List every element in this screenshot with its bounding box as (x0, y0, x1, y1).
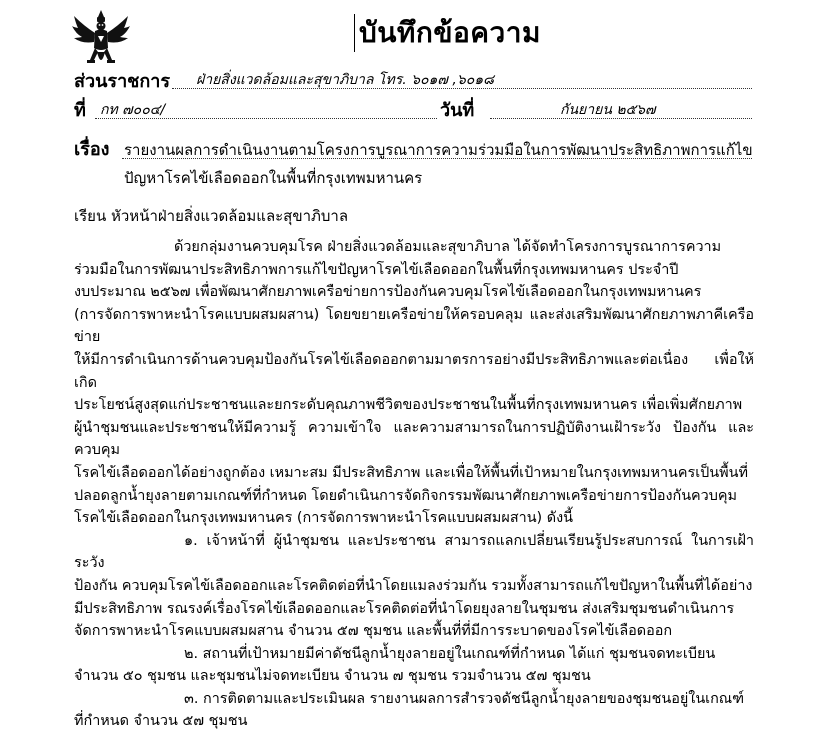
body-line: มีประสิทธิภาพ รณรงค์เรื่องโรคไข้เลือดออกและโรคติดต่อที่นำโดยยุงลายในชุมชน ส่งเสริมชุมชนดำเนินการ (74, 600, 735, 617)
date-label: วันที่ (440, 100, 475, 121)
memo-title: บันทึกข้อความ (354, 14, 541, 52)
reference-label: ที่ (74, 100, 86, 121)
reference-dotted-line (95, 118, 437, 119)
department-dotted-line (172, 88, 752, 89)
salutation: เรียน หัวหน้าฝ่ายสิ่งแวดล้อมและสุขาภิบาล (74, 207, 349, 225)
body-line: ๓. การติดตามและประเมินผล รายงานผลการสำรวจดัชนีลูกน้ำยุงลายของชุมชนอยู่ในเกณฑ์ (184, 690, 745, 707)
body-line: ปลอดลูกน้ำยุงลายตามเกณฑ์ที่กำหนด โดยดำเนินการจัดกิจกรรมพัฒนาศักยภาพเครือข่ายการป้องกันควบคุม (74, 487, 738, 504)
date-dotted-line (490, 118, 752, 119)
body-line: ผู้นำชุมชนและประชาชนให้มีความรู้ ความเข้าใจ และความสามารถในการปฏิบัติงานเฝ้าระวัง ป้องกัน และควบคุม (74, 419, 754, 459)
subject-line-2: ปัญหาโรคไข้เลือดออกในพื้นที่กรุงเทพมหานคร (124, 169, 423, 187)
body-line: ด้วยกลุ่มงานควบคุมโรค ฝ่ายสิ่งแวดล้อมและสุขาภิบาล ได้จัดทำโครงการบูรณาการความ (174, 239, 722, 255)
body-line: (การจัดการพาหะนำโรคแบบผสมผสาน) โดยขยายเครือข่ายให้ครอบคลุม และส่งเสริมพัฒนาศักยภาพภาคีเครือข่าย (74, 306, 754, 346)
body-line: ประโยชน์สูงสุดแก่ประชาชนและยกระดับคุณภาพชีวิตของประชาชนในพื้นที่กรุงเทพมหานคร เพื่อเพิ่มศักยภาพ (74, 397, 743, 414)
body-line: ป้องกัน ควบคุมโรคไข้เลือดออกและโรคติดต่อที่นำโดยแมลงร่วมกัน รวมทั้งสามารถแก้ไขปัญหาในพื้นที่ได้อย่าง (74, 577, 753, 594)
body-line: ๑. เจ้าหน้าที่ ผู้นำชุมชน และประชาชน สามารถแลกเปลี่ยนเรียนรู้ประสบการณ์ ในการเฝ้าระวัง (74, 532, 754, 572)
department-label: ส่วนราชการ (74, 71, 171, 92)
body-line: ๒. สถานที่เป้าหมายมีค่าดัชนีลูกน้ำยุงลายอยู่ในเกณฑ์ที่กำหนด ได้แก่ ชุมชนจดทะเบียน (184, 645, 716, 662)
body-line: ที่กำหนด จำนวน ๕๗ ชุมชน (74, 713, 248, 730)
body-line: ให้มีการดำเนินการด้านควบคุมป้องกันโรคไข้เลือดออกตามมาตรการอย่างมีประสิทธิภาพและต่อเนื่อง เพื่อให้เกิด (74, 351, 754, 391)
subject-label: เรื่อง (74, 139, 110, 160)
body-intro (74, 236, 754, 733)
garuda-emblem-icon (70, 8, 132, 70)
department-value: ฝ่ายสิ่งแวดล้อมและสุขาภิบาล โทร. ๖๐๑๗ ,๖๐๑๘ (196, 72, 494, 88)
body-line: จัดการพาหะนำโรคแบบผสมผสาน จำนวน ๕๗ ชุมชน และพื้นที่ที่มีการระบาดของโรคไข้เลือดออก (74, 623, 673, 640)
subject-line-1: รายงานผลการดำเนินงานตามโครงการบูรณาการความร่วมมือในการพัฒนาประสิทธิภาพการแก้ไข (124, 141, 753, 159)
body-line: จำนวน ๕๐ ชุมชน และชุมชนไม่จดทะเบียน จำนวน ๗ ชุมชน รวมจำนวน ๕๗ ชุมชน (74, 668, 591, 685)
body-line: โรคไข้เลือดออกในกรุงเทพมหานคร (การจัดการพาหะนำโรคแบบผสมผสาน) ดังนี้ (74, 510, 573, 527)
date-value: กันยายน ๒๕๖๗ (560, 102, 656, 118)
reference-value: กท ๗๐๐๔/ (100, 102, 166, 118)
body-line: ร่วมมือในการพัฒนาประสิทธิภาพการแก้ไขปัญหาโรคไข้เลือดออกในพื้นที่กรุงเทพมหานคร ประจำปี (74, 261, 679, 278)
body-line: งบประมาณ ๒๕๖๗ เพื่อพัฒนาศักยภาพเครือข่ายการป้องกันควบคุมโรคไข้เลือดออกในกรุงเทพมหานคร (74, 284, 702, 301)
body-line: โรคไข้เลือดออกได้อย่างถูกต้อง เหมาะสม มีประสิทธิภาพ และเพื่อให้พื้นที่เป้าหมายในกรุงเทพมหานครเป็นพื้นที่ (74, 464, 748, 481)
subject-dotted-line (122, 158, 752, 159)
